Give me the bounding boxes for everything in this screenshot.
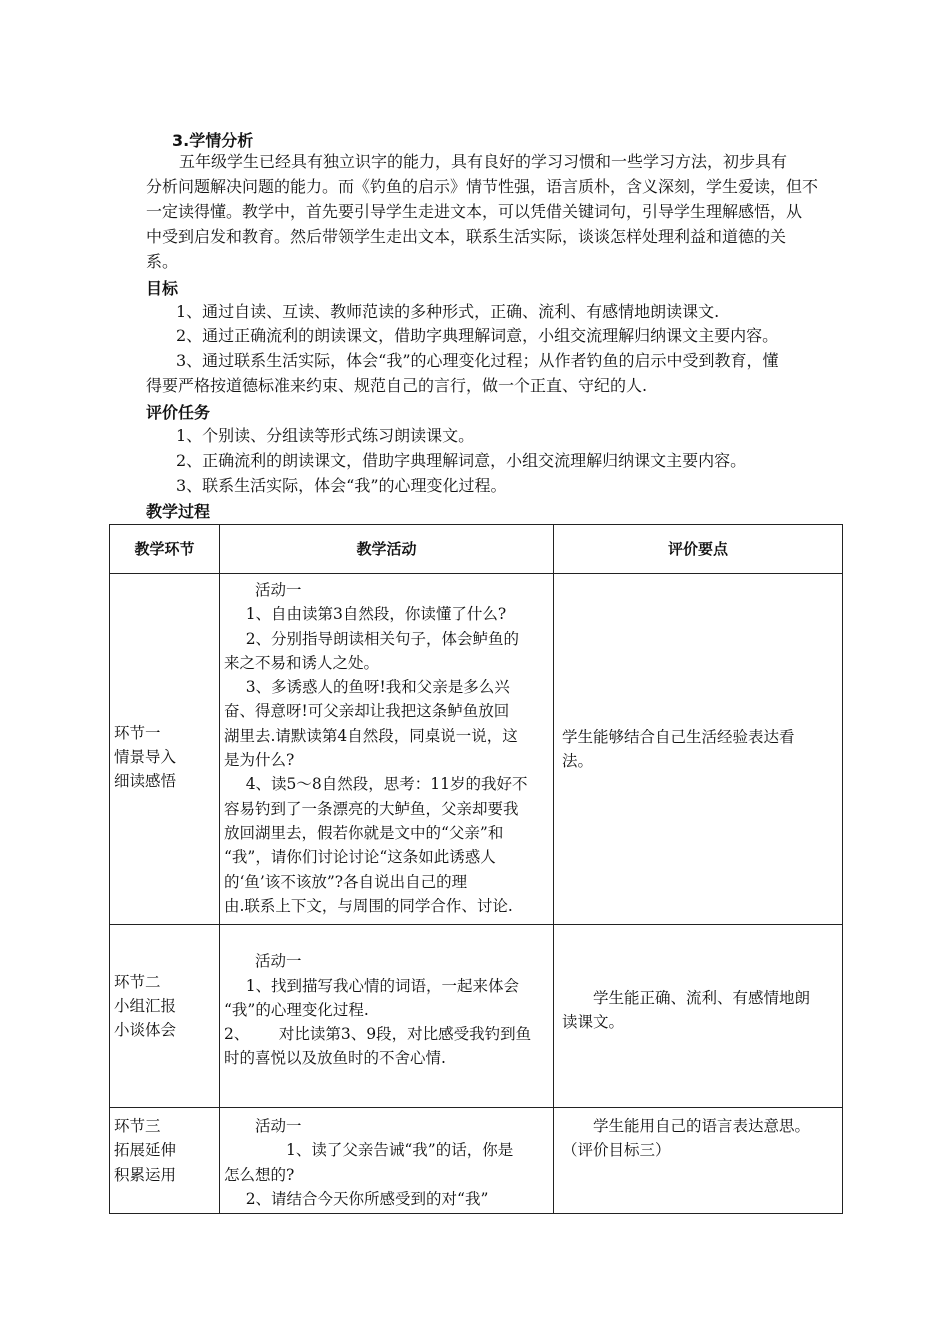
activity-line: 2、 对比读第3、9段，对比感受我钓到鱼 <box>224 1025 532 1044</box>
stage-cell-3 <box>110 1108 220 1214</box>
stage-line: 环节一 <box>114 723 161 742</box>
activity-line: 时的喜悦以及放鱼时的不舍心情. <box>224 1049 446 1068</box>
activity-cell-2 <box>220 925 554 1108</box>
analysis-line-5: 系。 <box>146 252 179 271</box>
stage-line: 环节二 <box>114 972 161 991</box>
goals-line-1: 1、通过自读、互读、教师范读的多种形式，正确、流利、有感情地朗读课文. <box>176 302 720 321</box>
activity-line: 1、找到描写我心情的词语，一起来体会 <box>245 976 520 995</box>
analysis-line-3: 一定读得懂。教学中，首先要引导学生走进文本，可以凭借关键词句，引导学生理解感悟，从 <box>146 202 803 221</box>
process-table <box>109 524 843 1214</box>
goals-line-2: 2、通过正确流利的朗读课文，借助字典理解词意，小组交流理解归纳课文主要内容。 <box>176 326 779 345</box>
activity-cell-1 <box>220 574 554 925</box>
goals-line-3: 3、通过联系生活实际，体会“我”的心理变化过程；从作者钓鱼的启示中受到教育，懂 <box>176 351 779 370</box>
stage-line: 小谈体会 <box>114 1021 177 1040</box>
stage-line: 细读感悟 <box>114 772 177 791</box>
activity-line: 怎么想的? <box>224 1165 295 1184</box>
evaluation-cell-3 <box>554 1108 843 1214</box>
table-row <box>110 574 843 925</box>
activity-line: 1、自由读第3自然段，你读懂了什么? <box>245 605 507 624</box>
activity-line: 2、分别指导朗读相关句子，体会鲈鱼的 <box>245 629 520 648</box>
table-header-row <box>110 525 843 574</box>
header-activity: 教学活动 <box>220 525 554 574</box>
activity-line: 活动一 <box>255 581 302 599</box>
analysis-line-4: 中受到启发和教育。然后带领学生走出文本，联系生活实际，谈谈怎样处理利益和道德的关 <box>146 227 787 246</box>
activity-cell-3 <box>220 1108 554 1214</box>
header-evaluation: 评价要点 <box>554 525 843 574</box>
activity-line: 由.联系上下文，与周围的同学合作、讨论. <box>224 896 513 915</box>
process-heading: 教学过程 <box>146 502 211 521</box>
stage-cell-2 <box>110 925 220 1108</box>
evaluation-line: 学生能正确、流利、有感情地朗 <box>593 988 811 1007</box>
activity-line: 1、读了父亲告诫“我”的话，你是 <box>286 1141 514 1160</box>
evaluation-line: 法。 <box>562 752 594 770</box>
analysis-heading: 3.学情分析 <box>172 131 254 150</box>
activity-line: 3、多诱惑人的鱼呀!我和父亲是多么兴 <box>245 678 510 697</box>
evaluation-cell-1 <box>554 574 843 925</box>
tasks-heading: 评价任务 <box>146 403 211 422</box>
header-stage: 教学环节 <box>110 525 220 574</box>
activity-line: 来之不易和诱人之处。 <box>224 653 380 672</box>
evaluation-line: （评价目标三） <box>562 1141 671 1160</box>
analysis-line-1: 五年级学生已经具有独立识字的能力，具有良好的学习习惯和一些学习方法，初步具有 <box>179 152 788 171</box>
activity-line: 活动一 <box>255 1117 302 1135</box>
activity-line: “我”的心理变化过程. <box>224 1000 369 1019</box>
activity-line: 活动一 <box>255 952 302 971</box>
activity-line: 奋、得意呀!可父亲却让我把这条鲈鱼放回 <box>224 702 510 721</box>
stage-line: 拓展延伸 <box>114 1141 177 1160</box>
table-row <box>110 1108 843 1214</box>
activity-line: 的‘鱼’该不该放”?各自说出自己的理 <box>224 872 468 891</box>
stage-line: 环节三 <box>114 1117 161 1135</box>
tasks-line-1: 1、个别读、分组读等形式练习朗读课文。 <box>176 426 475 445</box>
stage-line: 情景导入 <box>114 747 177 766</box>
activity-line: 4、读5～8自然段，思考：11岁的我好不 <box>245 775 528 794</box>
activity-line: 是为什么? <box>224 751 295 770</box>
activity-line: “我”，请你们讨论讨论“这条如此诱惑人 <box>224 848 496 867</box>
table-row <box>110 925 843 1108</box>
activity-line: 湖里去.请默读第4自然段，同桌说一说，这 <box>224 726 518 745</box>
tasks-line-2: 2、正确流利的朗读课文，借助字典理解词意，小组交流理解归纳课文主要内容。 <box>176 451 747 470</box>
stage-line: 小组汇报 <box>114 996 177 1015</box>
analysis-line-2: 分析问题解决问题的能力。而《钓鱼的启示》情节性强，语言质朴，含义深刻，学生爱读，但不 <box>146 177 819 196</box>
activity-line: 容易钓到了一条漂亮的大鲈鱼，父亲却要我 <box>224 799 519 818</box>
activity-line: 放回湖里去，假若你就是文中的“父亲”和 <box>224 823 504 842</box>
evaluation-line: 读课文。 <box>562 1013 625 1031</box>
goals-line-4: 得要严格按道德标准来约束、规范自己的言行，做一个正直、守纪的人. <box>146 376 648 395</box>
stage-cell-1 <box>110 574 220 925</box>
evaluation-line: 学生能够结合自己生活经验表达看 <box>562 727 795 746</box>
stage-line: 积累运用 <box>114 1165 177 1184</box>
tasks-line-3: 3、联系生活实际，体会“我”的心理变化过程。 <box>176 476 507 495</box>
evaluation-line: 学生能用自己的语言表达意思。 <box>593 1117 811 1135</box>
goals-heading: 目标 <box>146 279 179 298</box>
evaluation-cell-2 <box>554 925 843 1108</box>
activity-line: 2、请结合今天你所感受到的对“我” <box>245 1189 489 1208</box>
